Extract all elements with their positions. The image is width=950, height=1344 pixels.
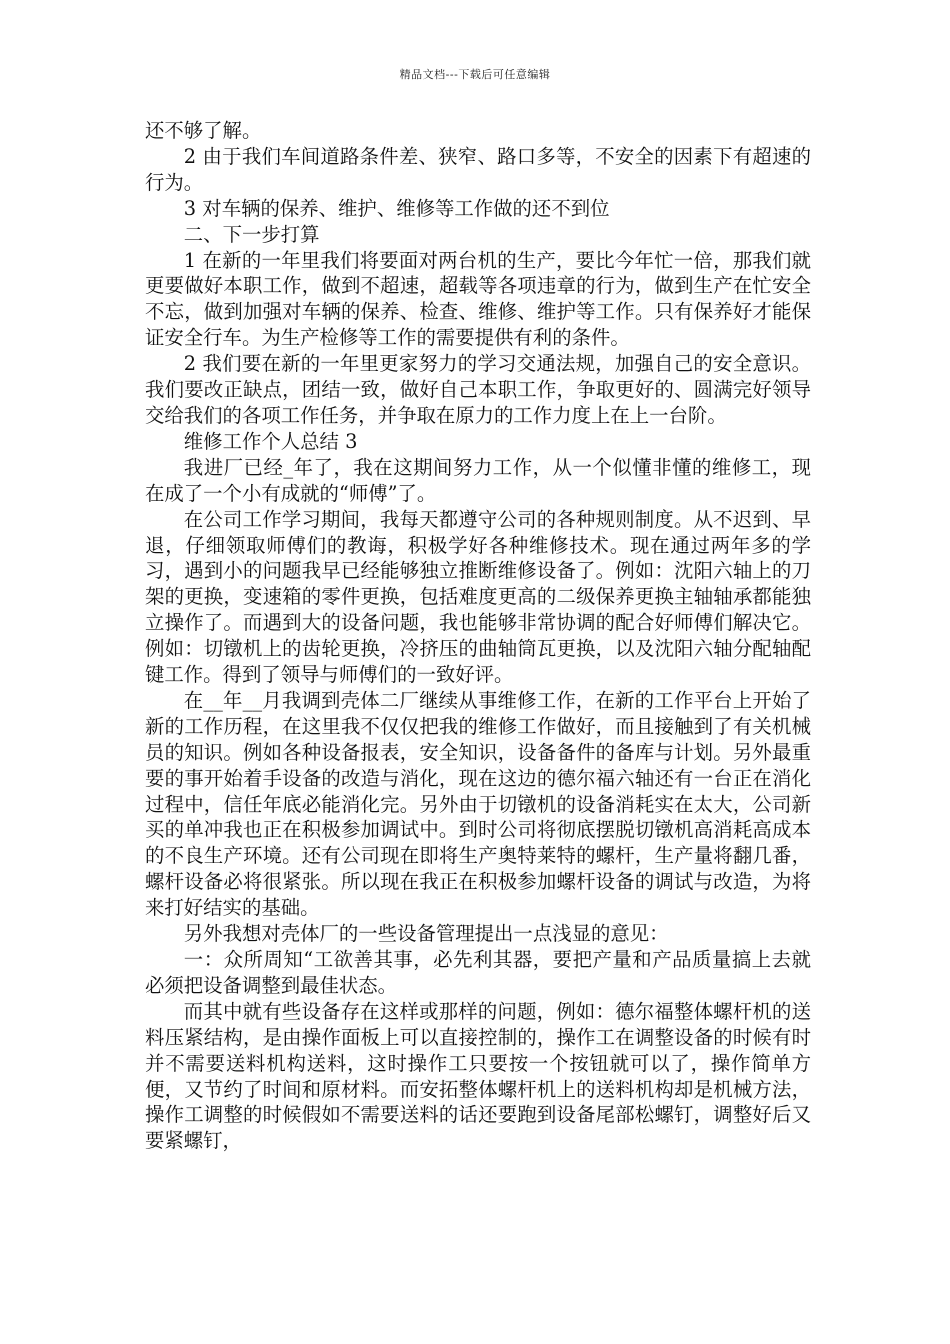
paragraph: 在__年__月我调到壳体二厂继续从事维修工作，在新的工作平台上开始了新的工作历程，在这里我不仅仅把我的维修工作做好，而且接触到了有关机械员的知识。例如各种设备报表，安全知识，设备备件的备库与计划。另外最重要的事开始着手设备的改造与消化，现在这边的德尔福六轴还有一台正在消化过程中，信任年底必能消化完。另外由于切镦机的设备消耗实在太大，公司新买的单冲我也正在积极参加调试中。到时公司将彻底摆脱切镦机高消耗高成本的不良生产环境。还有公司现在即将生产奥特莱特的螺杆，生产量将翻几番，螺杆设备必将很紧张。所以现在我正在积极参加螺杆设备的调试与改造，为将来打好结实的基础。 xyxy=(145,688,811,920)
paragraph: 而其中就有些设备存在这样或那样的问题，例如：德尔福整体螺杆机的送料压紧结构，是由操作面板上可以直接控制的，操作工在调整设备的时候有时并不需要送料机构送料，这时操作工只要按一个按钮就可以了，操作简单方便，又节约了时间和原材料。而安拓整体螺杆机上的送料机构却是机械方法，操作工调整的时候假如不需要送料的话还要跑到设备尾部松螺钉，调整好后又要紧螺钉， xyxy=(145,999,811,1153)
paragraph: 还不够了解。 xyxy=(145,119,262,142)
paragraph: 一：众所周知“工欲善其事，必先利其器，要把产量和产品质量搞上去就必须把设备调整到最佳状态。 xyxy=(145,948,811,997)
paragraph: 在公司工作学习期间，我每天都遵守公司的各种规则制度。从不迟到、早退，仔细领取师傅们的教诲，积极学好各种维修技术。现在通过两年多的学习，遇到小的问题我早已经能够独立推断维修设备了。例如：沈阳六轴上的刀架的更换，变速箱的零件更换，包括难度更高的二级保养更换主轴轴承都能独立操作了。而遇到大的设备问题，我也能够非常协调的配合好师傅们解决它。例如：切镦机上的齿轮更换，冷挤压的曲轴筒瓦更换，以及沈阳六轴分配轴配键工作。得到了领导与师傅们的一致好评。 xyxy=(145,507,811,687)
paragraph: 另外我想对壳体厂的一些设备管理提出一点浅显的意见： xyxy=(183,922,669,946)
paragraph: 2 由于我们车间道路条件差、狭窄、路口多等，不安全的因素下有超速的行为。 xyxy=(145,144,811,194)
page-header: 精品文档---下载后可任意编辑 xyxy=(399,68,551,81)
section-heading: 维修工作个人总结 3 xyxy=(183,429,358,453)
paragraph: 我进厂已经_年了，我在这期间努力工作，从一个似懂非懂的维修工，现在成了一个小有成就的“师傅”了。 xyxy=(145,455,811,505)
paragraph: 2 我们要在新的一年里更家努力的学习交通法规，加强自己的安全意识。我们要改正缺点，团结一致，做好自己本职工作，争取更好的、圆满完好领导交给我们的各项工作任务，并争取在原力的工作力度上在上一台阶。 xyxy=(145,352,811,427)
document-body xyxy=(145,118,811,1154)
paragraph: 1 在新的一年里我们将要面对两台机的生产，要比今年忙一倍，那我们就更要做好本职工作，做到不超速，超载等各项违章的行为，做到生产在忙安全不忘，做到加强对车辆的保养、检查、维修、维护等工作。只有保养好才能保证安全行车。为生产检修等工作的需要提供有利的条件。 xyxy=(145,248,811,350)
section-heading: 二、下一步打算 xyxy=(183,222,320,246)
paragraph: 3 对车辆的保养、维护、维修等工作做的还不到位 xyxy=(183,196,610,220)
